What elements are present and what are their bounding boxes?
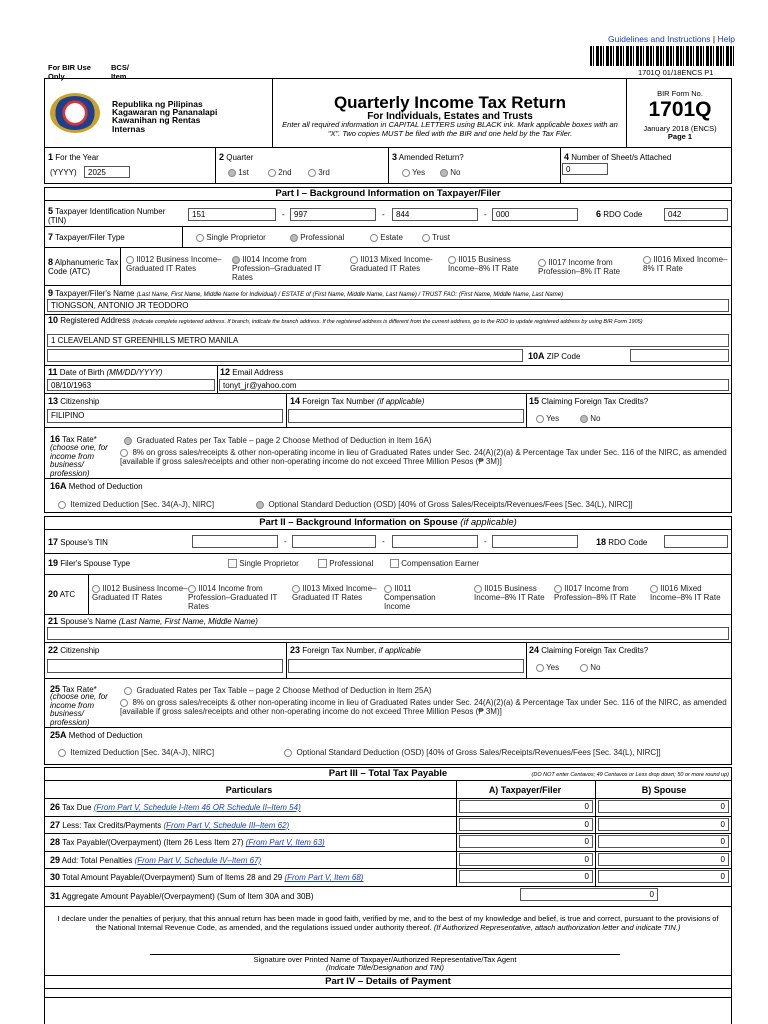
part3-row-label: 26 Tax Due (From Part V, Schedule I-Item 46 OR Schedule II–Item 54) bbox=[50, 802, 301, 812]
spouse-amount-input[interactable]: 0 bbox=[598, 800, 729, 813]
tin-part-3[interactable]: 844 bbox=[392, 208, 478, 221]
col-taxpayer: A) Taxpayer/Filer bbox=[488, 785, 562, 795]
form-page: Page 1 bbox=[667, 132, 693, 141]
guidelines-link-row bbox=[560, 34, 735, 44]
p2-line-6 bbox=[44, 727, 732, 728]
guidelines-link[interactable]: Guidelines and Instructions bbox=[608, 34, 711, 44]
email-input[interactable]: tonyt_jr@yahoo.com bbox=[219, 379, 729, 391]
header-formno-divider bbox=[626, 78, 627, 148]
spouse-rdo-input[interactable] bbox=[664, 535, 728, 548]
method-osd[interactable]: Optional Standard Deduction (OSD) [40% of Gross Sales/Receipts/Revenues/Fees [Sec. 34(L), NIRC]] bbox=[256, 500, 633, 509]
claim-no[interactable]: No bbox=[580, 414, 600, 423]
spouse-atc-ii011-radio[interactable] bbox=[384, 585, 392, 593]
spouse-method-itemized-radio[interactable] bbox=[58, 749, 66, 757]
item16-hint: (choose one, for income from business/ profession) bbox=[50, 443, 108, 478]
filer-type-professional-radio[interactable] bbox=[290, 234, 298, 242]
spouse-atc-ii015-radio[interactable] bbox=[474, 585, 482, 593]
spouse-amount-input[interactable]: 0 bbox=[598, 853, 729, 866]
taxpayer-amount-input[interactable]: 0 bbox=[459, 818, 593, 831]
form-edition: January 2018 (ENCS) bbox=[643, 124, 717, 133]
part3-line-31 bbox=[44, 886, 732, 887]
row1-divider-1 bbox=[215, 148, 216, 184]
zip-input[interactable] bbox=[630, 349, 729, 362]
amended-no[interactable]: No bbox=[440, 168, 460, 177]
p2-line-3 bbox=[44, 614, 732, 615]
sheets-input[interactable]: 0 bbox=[562, 163, 608, 175]
claim-yes[interactable]: Yes bbox=[536, 414, 559, 423]
spouse-tin-dash-2: - bbox=[382, 537, 385, 546]
tin-dash-1: - bbox=[282, 210, 285, 219]
cit-ftn-divider bbox=[286, 393, 287, 427]
item2-label: 2 Quarter bbox=[219, 152, 254, 162]
quarter-3rd[interactable]: 3rd bbox=[308, 168, 330, 177]
spouse-type-professional-check[interactable] bbox=[318, 559, 327, 568]
foreign-tax-number-input[interactable] bbox=[288, 409, 524, 423]
part3-row-ref-link[interactable]: (From Part V, Schedule I-Item 46 OR Schedule II–Item 54) bbox=[93, 803, 301, 812]
atc-divider bbox=[120, 247, 121, 285]
atc-ii015[interactable]: II015 Business Income–8% IT Rate bbox=[448, 255, 519, 273]
spouse-tin-3[interactable] bbox=[392, 535, 478, 548]
spouse-type-professional[interactable]: Professional bbox=[318, 559, 373, 568]
part3-header-line bbox=[44, 798, 732, 799]
item3-label: 3 Amended Return? bbox=[392, 152, 464, 162]
tin-part-2[interactable]: 997 bbox=[290, 208, 376, 221]
item10a-label: 10A ZIP Code bbox=[528, 351, 581, 361]
form-subtitle: For Individuals, Estates and Trusts bbox=[367, 111, 533, 122]
form-instructions: Enter all required information in CAPITAL LETTERS using BLACK ink. Mark applicable boxes with an "X". Two copies MUST be filed with the BIR and one held by the Tax Filer. bbox=[282, 120, 618, 138]
item19-label: 19 Filer's Spouse Type bbox=[48, 558, 131, 568]
spouse-claim-no[interactable]: No bbox=[580, 663, 600, 672]
spouse-atc-ii011[interactable]: II011 Compensation Income bbox=[384, 584, 436, 611]
address-input-1[interactable]: 1 CLEAVELAND ST GREENHILLS METRO MANILA bbox=[47, 334, 729, 347]
part3-row-line bbox=[44, 833, 732, 834]
header-bureau: Kawanihan ng Rentas Internas bbox=[112, 115, 201, 134]
part3-row-ref-link[interactable]: (From Part V, Schedule III–Item 62) bbox=[163, 820, 290, 830]
spouse-amount-input[interactable]: 0 bbox=[598, 835, 729, 848]
item17-label: 17 Spouse's TIN bbox=[48, 537, 108, 547]
tin-part-4[interactable]: 000 bbox=[492, 208, 578, 221]
item23-label: 23 Foreign Tax Number, if applicable bbox=[290, 645, 421, 655]
item10-label: 10 Registered Address (Indicate complete registered address. If branch, indicate the branch address. If the registered address is different from the current address, go to the RDO to update registered address by using BIR Form 1905) bbox=[48, 315, 643, 325]
spouse-atc-ii017-radio[interactable] bbox=[554, 585, 562, 593]
p1-line-2 bbox=[44, 247, 732, 248]
amended-yes[interactable]: Yes bbox=[402, 168, 425, 177]
p1-line-8 bbox=[44, 478, 732, 479]
spouse-atc-ii016-radio[interactable] bbox=[650, 585, 658, 593]
item24-label: 24 Claiming Foreign Tax Credits? bbox=[529, 645, 649, 655]
part3-row-label: 27 Less: Tax Credits/Payments (From Part V, Schedule III–Item 62) bbox=[50, 819, 290, 830]
quarter-3rd-radio[interactable] bbox=[308, 169, 316, 177]
atc-ii012-radio[interactable] bbox=[126, 256, 134, 264]
method-osd-radio[interactable] bbox=[256, 501, 264, 509]
p1-line-4 bbox=[44, 314, 732, 315]
atc-ii014-radio[interactable] bbox=[232, 256, 240, 264]
atc-ii017[interactable]: II017 Income from Profession–8% IT Rate bbox=[538, 258, 621, 276]
spouse-rate-8pct-radio[interactable] bbox=[120, 699, 128, 707]
rate-graduated-radio[interactable] bbox=[124, 437, 132, 445]
spouse-rate-graduated[interactable]: Graduated Rates per Tax Table – page 2 Choose Method of Deduction in Item 25A) bbox=[124, 686, 431, 695]
spouse-name-input[interactable] bbox=[47, 627, 729, 640]
spouse-type-compensation-check[interactable] bbox=[390, 559, 399, 568]
quarter-2nd-radio[interactable] bbox=[268, 169, 276, 177]
header-logo-divider bbox=[272, 78, 273, 148]
part3-row-ref-link[interactable]: (From Part V, Item 68) bbox=[284, 873, 364, 883]
p1-line-3 bbox=[44, 285, 732, 286]
spouse-tin-4[interactable] bbox=[492, 535, 578, 548]
atc-ii014[interactable]: II014 Income from Profession–Graduated IT Rates bbox=[232, 255, 322, 282]
signature-caption-2: (Indicate Title/Designation and TIN) bbox=[326, 963, 444, 972]
bir-use-label: For BIR Use Only bbox=[48, 63, 91, 81]
item16a-label: 16A Method of Deduction bbox=[50, 481, 143, 491]
filer-type-professional[interactable]: Professional bbox=[290, 233, 344, 242]
atc-ii013[interactable]: II013 Mixed Income-Graduated IT Rates bbox=[350, 255, 433, 273]
p1-line-6 bbox=[44, 393, 732, 394]
tin-dash-2: - bbox=[382, 210, 385, 219]
filer-type-estate[interactable]: Estate bbox=[370, 233, 403, 242]
spouse-atc-divider bbox=[88, 574, 89, 614]
bir-seal-icon bbox=[50, 93, 100, 133]
spouse-type-single[interactable]: Single Proprietor bbox=[228, 559, 299, 568]
row1-divider-2 bbox=[388, 148, 389, 184]
item1-label: 1 For the Year bbox=[48, 152, 99, 162]
item12-label: 12 Email Address bbox=[220, 367, 284, 377]
citizenship-input[interactable]: FILIPINO bbox=[47, 409, 283, 423]
item7-label: 7 Taxpayer/Filer Type bbox=[48, 232, 125, 242]
atc-ii017-radio[interactable] bbox=[538, 259, 546, 267]
spouse-tin-1[interactable] bbox=[192, 535, 278, 548]
part3-row-line bbox=[44, 851, 732, 852]
item11-label: 11 Date of Birth (MM/DD/YYYY) bbox=[48, 367, 163, 377]
item25-hint: (choose one, for income from business/ profession) bbox=[50, 692, 108, 727]
tin-dash-3: - bbox=[484, 210, 487, 219]
filer-type-trust-radio[interactable] bbox=[422, 234, 430, 242]
part3-row-ref-link[interactable]: (From Part V, Item 63) bbox=[245, 838, 325, 848]
dob-input[interactable]: 08/10/1963 bbox=[47, 379, 215, 391]
spouse-atc-ii012[interactable]: II012 Business Income–Graduated IT Rates bbox=[92, 584, 188, 602]
spouse-tin-dash-3: - bbox=[484, 537, 487, 546]
taxpayer-amount-input[interactable]: 0 bbox=[459, 853, 593, 866]
address-input-2[interactable] bbox=[47, 349, 523, 362]
help-link[interactable]: Help bbox=[717, 34, 735, 44]
spouse-amount-input[interactable]: 0 bbox=[598, 818, 729, 831]
header-dept: Kagawaran ng Pananalapi bbox=[112, 107, 218, 117]
quarter-1st-radio[interactable] bbox=[228, 169, 236, 177]
col-particulars: Particulars bbox=[225, 785, 273, 795]
method-itemized-radio[interactable] bbox=[58, 501, 66, 509]
filer-type-divider bbox=[182, 226, 183, 247]
quarter-1st[interactable]: 1st bbox=[228, 168, 249, 177]
atc-ii016-radio[interactable] bbox=[643, 256, 651, 264]
claim-no-radio[interactable] bbox=[580, 415, 588, 423]
item6-label: 6 RDO Code bbox=[596, 209, 643, 219]
year-format: (YYYY) bbox=[50, 168, 77, 177]
amended-yes-radio[interactable] bbox=[402, 169, 410, 177]
taxpayer-amount-input[interactable]: 0 bbox=[459, 870, 593, 883]
atc-ii013-radio[interactable] bbox=[350, 256, 358, 264]
spouse-claim-no-radio[interactable] bbox=[580, 664, 588, 672]
taxpayer-amount-input[interactable]: 0 bbox=[459, 835, 593, 848]
spouse-ftn-divider bbox=[526, 642, 527, 678]
link-separator: | bbox=[712, 34, 716, 44]
rate-graduated[interactable]: Graduated Rates per Tax Table – page 2 Choose Method of Deduction in Item 16A) bbox=[124, 436, 431, 445]
p2-line-7 bbox=[44, 764, 732, 765]
year-input[interactable]: 2025 bbox=[84, 166, 130, 178]
spouse-foreign-tax-number-input[interactable] bbox=[288, 659, 524, 673]
atc-ii015-radio[interactable] bbox=[448, 256, 456, 264]
p1-line-1 bbox=[44, 226, 732, 227]
p2-line-2 bbox=[44, 574, 732, 575]
part3-row-label: 29 Add: Total Penalties (From Part V, Schedule IV–Item 67) bbox=[50, 854, 262, 865]
form-no: 1701Q bbox=[648, 98, 712, 121]
declaration-text: I declare under the penalties of perjury, that this annual return has been made in good faith, verified by me, and to the best of my knowledge and belief, is true and correct, pursuant to the provisions of the National Internal Revenue Code, as amended, and the regulations issued under authority thereof. (If Authorized Representative, attach authorization letter and indicate TIN.) bbox=[57, 914, 719, 932]
spouse-atc-ii015[interactable]: II015 Business Income–8% IT Rate bbox=[474, 584, 545, 602]
item18-label: 18 RDO Code bbox=[596, 537, 648, 547]
item25-label: 25 Tax Rate* bbox=[50, 684, 97, 694]
amended-no-radio[interactable] bbox=[440, 169, 448, 177]
claim-yes-radio[interactable] bbox=[536, 415, 544, 423]
part3-row-label: 30 Total Amount Payable/(Overpayment) Sum of Items 28 and 29 (From Part V, Item 68) bbox=[50, 872, 364, 883]
col-spouse: B) Spouse bbox=[641, 785, 687, 795]
spouse-type-compensation[interactable]: Compensation Earner bbox=[390, 559, 479, 568]
spouse-atc-ii012-radio[interactable] bbox=[92, 585, 100, 593]
header-republic: Republika ng Pilipinas bbox=[112, 99, 203, 109]
spouse-type-single-check[interactable] bbox=[228, 559, 237, 568]
signature-caption: Signature over Printed Name of Taxpayer/Authorized Representative/Tax Agent bbox=[253, 955, 517, 964]
item16-label: 16 Tax Rate* bbox=[50, 434, 97, 444]
item15-label: 15 Claiming Foreign Tax Credits? bbox=[529, 396, 649, 406]
part3-header: Part III – Total Tax Payable (DO NOT enter Centavos; 49 Centavos or Less drop down; 50 or more round up) bbox=[44, 767, 732, 781]
p1-line-7 bbox=[44, 427, 732, 428]
bcs-label: BCS/ Item bbox=[111, 63, 129, 81]
form-no-label: BIR Form No. bbox=[657, 89, 703, 98]
tin-part-1[interactable]: 151 bbox=[188, 208, 276, 221]
rdo-input[interactable]: 042 bbox=[664, 208, 728, 221]
item31-label: 31 Aggregate Amount Payable/(Overpayment) (Sum of Item 30A and 30B) bbox=[50, 891, 314, 901]
atc-ii016[interactable]: II016 Mixed Income–8% IT Rate bbox=[643, 255, 728, 273]
item13-label: 13 Citizenship bbox=[48, 396, 100, 406]
spouse-method-itemized[interactable]: Itemized Deduction [Sec. 34(A-J), NIRC] bbox=[58, 748, 214, 757]
spouse-claim-yes[interactable]: Yes bbox=[536, 663, 559, 672]
spouse-atc-ii017[interactable]: II017 Income from Profession–8% IT Rate bbox=[554, 584, 637, 602]
atc-ii012[interactable]: II012 Business Income–Graduated IT Rates bbox=[126, 255, 222, 273]
filer-type-trust[interactable]: Trust bbox=[422, 233, 450, 242]
ftn-claim-divider bbox=[526, 393, 527, 427]
spouse-tin-2[interactable] bbox=[292, 535, 376, 548]
dob-email-divider bbox=[217, 365, 218, 393]
method-itemized[interactable]: Itemized Deduction [Sec. 34(A-J), NIRC] bbox=[58, 500, 214, 509]
spouse-cit-divider bbox=[286, 642, 287, 678]
part2-header: Part II – Background Information on Spouse (if applicable) bbox=[44, 516, 732, 530]
part4-header: Part IV – Details of Payment bbox=[44, 975, 732, 989]
spouse-atc-ii013[interactable]: II013 Mixed Income–Graduated IT Rates bbox=[292, 584, 377, 602]
item20-label: 20 ATC bbox=[48, 589, 76, 599]
part3-row-line bbox=[44, 816, 732, 817]
part3-row-ref-link[interactable]: (From Part V, Schedule IV–Item 67) bbox=[134, 855, 262, 865]
item9-label: 9 Taxpayer/Filer's Name (Last Name, First Name, Middle Name for Individual) / ESTATE of (First Name, Middle Name, Last Name) / TRUST FAO: (First Name, Middle Name, Last Name) bbox=[48, 288, 564, 298]
item21-label: 21 Spouse's Name (Last Name, First Name, Middle Name) bbox=[48, 616, 258, 626]
quarter-2nd[interactable]: 2nd bbox=[268, 168, 292, 177]
p2-line-4 bbox=[44, 642, 732, 643]
p1-line-5 bbox=[44, 365, 732, 366]
spouse-atc-ii013-radio[interactable] bbox=[292, 585, 300, 593]
spouse-claim-yes-radio[interactable] bbox=[536, 664, 544, 672]
filer-type-estate-radio[interactable] bbox=[370, 234, 378, 242]
spouse-method-osd[interactable]: Optional Standard Deduction (OSD) [40% of Gross Sales/Receipts/Revenues/Fees [Sec. 34(L), NIRC]] bbox=[284, 748, 661, 757]
spouse-rate-8pct[interactable]: 8% on gross sales/receipts & other non-operating income in lieu of Graduated Rates under Sec. 24(A)(2)(a) & Percentage Tax under Sec. 116 of the NIRC, as amended [available if gross sales/receipts and other non-operating income do not exceed Three Million Pesos (₱ 3M)] bbox=[120, 698, 727, 716]
filer-type-single[interactable]: Single Proprietor bbox=[196, 233, 266, 242]
spouse-tin-dash-1: - bbox=[284, 537, 287, 546]
spouse-citizenship-input[interactable] bbox=[47, 659, 283, 673]
item14-label: 14 Foreign Tax Number (if applicable) bbox=[290, 396, 425, 406]
filer-type-single-radio[interactable] bbox=[196, 234, 204, 242]
item8-label: 8 Alphanumeric Tax Code (ATC) bbox=[48, 257, 119, 276]
aggregate-amount-input[interactable]: 0 bbox=[520, 888, 658, 901]
spouse-atc-ii014-radio[interactable] bbox=[188, 585, 196, 593]
spouse-atc-ii016[interactable]: II016 Mixed Income–8% IT Rate bbox=[650, 584, 721, 602]
p2-line-1 bbox=[44, 553, 732, 554]
spouse-rate-graduated-radio[interactable] bbox=[124, 687, 132, 695]
item5-label: 5 Taxpayer Identification Number (TIN) bbox=[48, 206, 166, 225]
part4-line bbox=[44, 997, 732, 998]
part1-header: Part I – Background Information on Taxpayer/Filer bbox=[44, 187, 732, 201]
form-code: 1701Q 01/18ENCS P1 bbox=[638, 68, 714, 77]
rate-8pct-radio[interactable] bbox=[120, 449, 128, 457]
form-title: Quarterly Income Tax Return bbox=[333, 93, 567, 112]
part4-frame bbox=[44, 988, 732, 1024]
rate-8pct[interactable]: 8% on gross sales/receipts & other non-operating income in lieu of Graduated Rates under Sec. 24(A)(2)(a) & Percentage Tax under Sec. 116 of the NIRC, as amended [available if gross sales/receipts and other non-operating income do not exceed Three Million Pesos (₱ 3M)] bbox=[120, 448, 727, 466]
part3-row-line bbox=[44, 868, 732, 869]
spouse-amount-input[interactable]: 0 bbox=[598, 870, 729, 883]
row1-divider-3 bbox=[560, 148, 561, 184]
p2-line-5 bbox=[44, 678, 732, 679]
part3-row-label: 28 Tax Payable/(Overpayment) (Item 26 Less Item 27) (From Part V, Item 63) bbox=[50, 837, 325, 848]
item22-label: 22 Citizenship bbox=[48, 645, 100, 655]
taxpayer-amount-input[interactable]: 0 bbox=[459, 800, 593, 813]
p1-line-9 bbox=[44, 512, 732, 513]
item25a-label: 25A Method of Deduction bbox=[50, 730, 143, 740]
spouse-atc-ii014[interactable]: II014 Income from Profession–Graduated IT Rates bbox=[188, 584, 278, 611]
barcode bbox=[590, 46, 734, 66]
item4-label: 4 Number of Sheet/s Attached bbox=[564, 152, 672, 162]
spouse-method-osd-radio[interactable] bbox=[284, 749, 292, 757]
taxpayer-name-input[interactable]: TIONGSON, ANTONIO JR TEODORO bbox=[47, 299, 729, 312]
